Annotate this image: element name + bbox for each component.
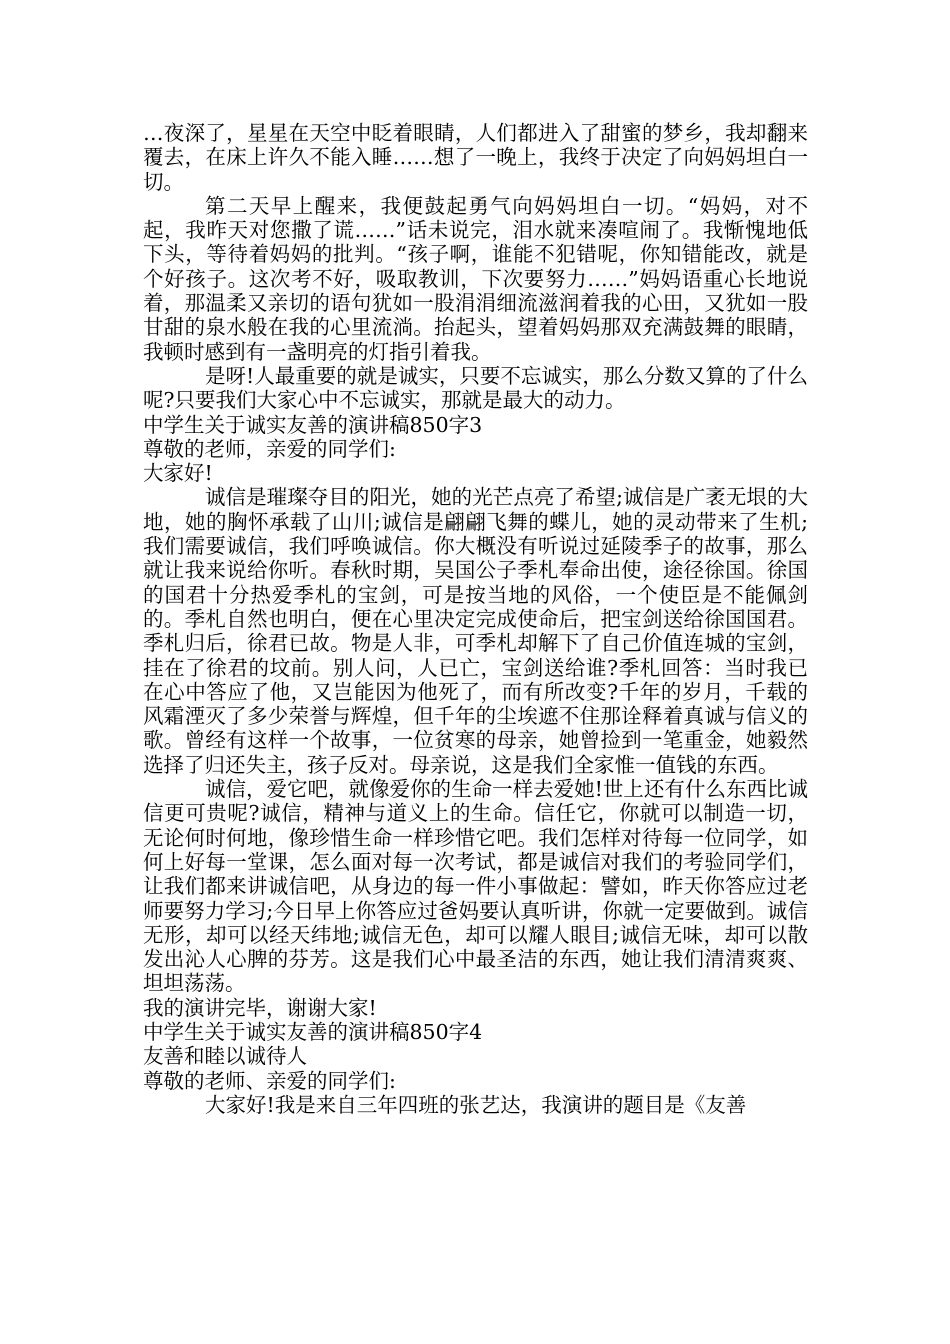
- speech-title-3: 中学生关于诚实友善的演讲稿850字3: [143, 412, 483, 437]
- paragraph-love-integrity: 诚信，爱它吧，就像爱你的生命一样去爱她!世上还有什么东西比诚信更可贵呢?诚信，精神与道义上的生命。信任它，你就可以制造一切，无论何时何地，像珍惜生命一样珍惜它吧。我们怎样对待每一位同学，如何上好每一堂课，怎么面对每一次考试，都是诚信对我们的考验同学们，让我们都来讲诚信吧，从身边的每一件小事做起：譬如，昨天你答应过老师要努力学习;今日早上你答应过爸妈要认真听讲，你就一定要做到。诚信无形，却可以经天纬地;诚信无色，却可以耀人眼目;诚信无味，却可以散发出沁人心脾的芬芳。这是我们心中最圣洁的东西，她让我们清清爽爽、坦坦荡荡。: [143, 777, 808, 996]
- paragraph-integrity-sunlight: 诚信是璀璨夺目的阳光，她的光芒点亮了希望;诚信是广袤无垠的大地，她的胸怀承载了山川;诚信是翩翩飞舞的蝶儿，她的灵动带来了生机;我们需要诚信，我们呼唤诚信。你大概没有听说过延陵季子的故事，那么就让我来说给你听。春秋时期，吴国公子季札奉命出使，途径徐国。徐国的国君十分热爱季札的宝剑，可是按当地的风俗，一个使臣是不能佩剑的。季札自然也明白，便在心里决定完成使命后，把宝剑送给徐国国君。季札归后，徐君已故。物是人非，可季札却解下了自己价值连城的宝剑，挂在了徐君的坟前。别人问，人已亡，宝剑送给谁?季札回答：当时我已在心中答应了他，又岂能因为他死了，而有所改变?千年的岁月，千载的风霜湮灭了多少荣誉与辉煌，但千年的尘埃遮不住那诠释着真诚与信义的歌。曾经有这样一个故事，一位贫寒的母亲，她曾捡到一笔重金，她毅然选择了归还失主，孩子反对。母亲说，这是我们全家惟一值钱的东西。: [143, 485, 808, 777]
- document-page: [143, 121, 808, 1117]
- speech-title-4: 中学生关于诚实友善的演讲稿850字4: [143, 1019, 483, 1044]
- greeting-3: 大家好!: [143, 461, 213, 486]
- closing-3: 我的演讲完毕，谢谢大家!: [143, 995, 377, 1020]
- paragraph-intro-4: 大家好!我是来自三年四班的张艺达，我演讲的题目是《友善: [205, 1092, 747, 1117]
- paragraph-night: …夜深了，星星在天空中眨着眼睛，人们都进入了甜蜜的梦乡，我却翻来覆去，在床上许久不能入睡……想了一晚上，我终于决定了向妈妈坦白一切。: [143, 121, 808, 194]
- paragraph-honesty-conclusion: 是呀!人最重要的就是诚实，只要不忘诚实，那么分数又算的了什么呢?只要我们大家心中不忘诚实，那就是最大的动力。: [143, 363, 808, 413]
- salutation-3: 尊敬的老师，亲爱的同学们:: [143, 436, 396, 461]
- salutation-4: 尊敬的老师、亲爱的同学们:: [143, 1068, 396, 1093]
- speech-subtitle-4: 友善和睦以诚待人: [143, 1044, 307, 1069]
- paragraph-confession: 第二天早上醒来，我便鼓起勇气向妈妈坦白一切。“妈妈，对不起，我昨天对您撒了谎……”话未说完，泪水就来凑喧闹了。我惭愧地低下头，等待着妈妈的批判。“孩子啊，谁能不犯错呢，你知错能改，就是个好孩子。这次考不好，吸取教训，下次要努力……”妈妈语重心长地说着，那温柔又亲切的语句犹如一股涓涓细流滋润着我的心田，又犹如一股甘甜的泉水般在我的心里流淌。抬起头，望着妈妈那双充满鼓舞的眼睛，我顿时感到有一盏明亮的灯指引着我。: [143, 193, 808, 364]
